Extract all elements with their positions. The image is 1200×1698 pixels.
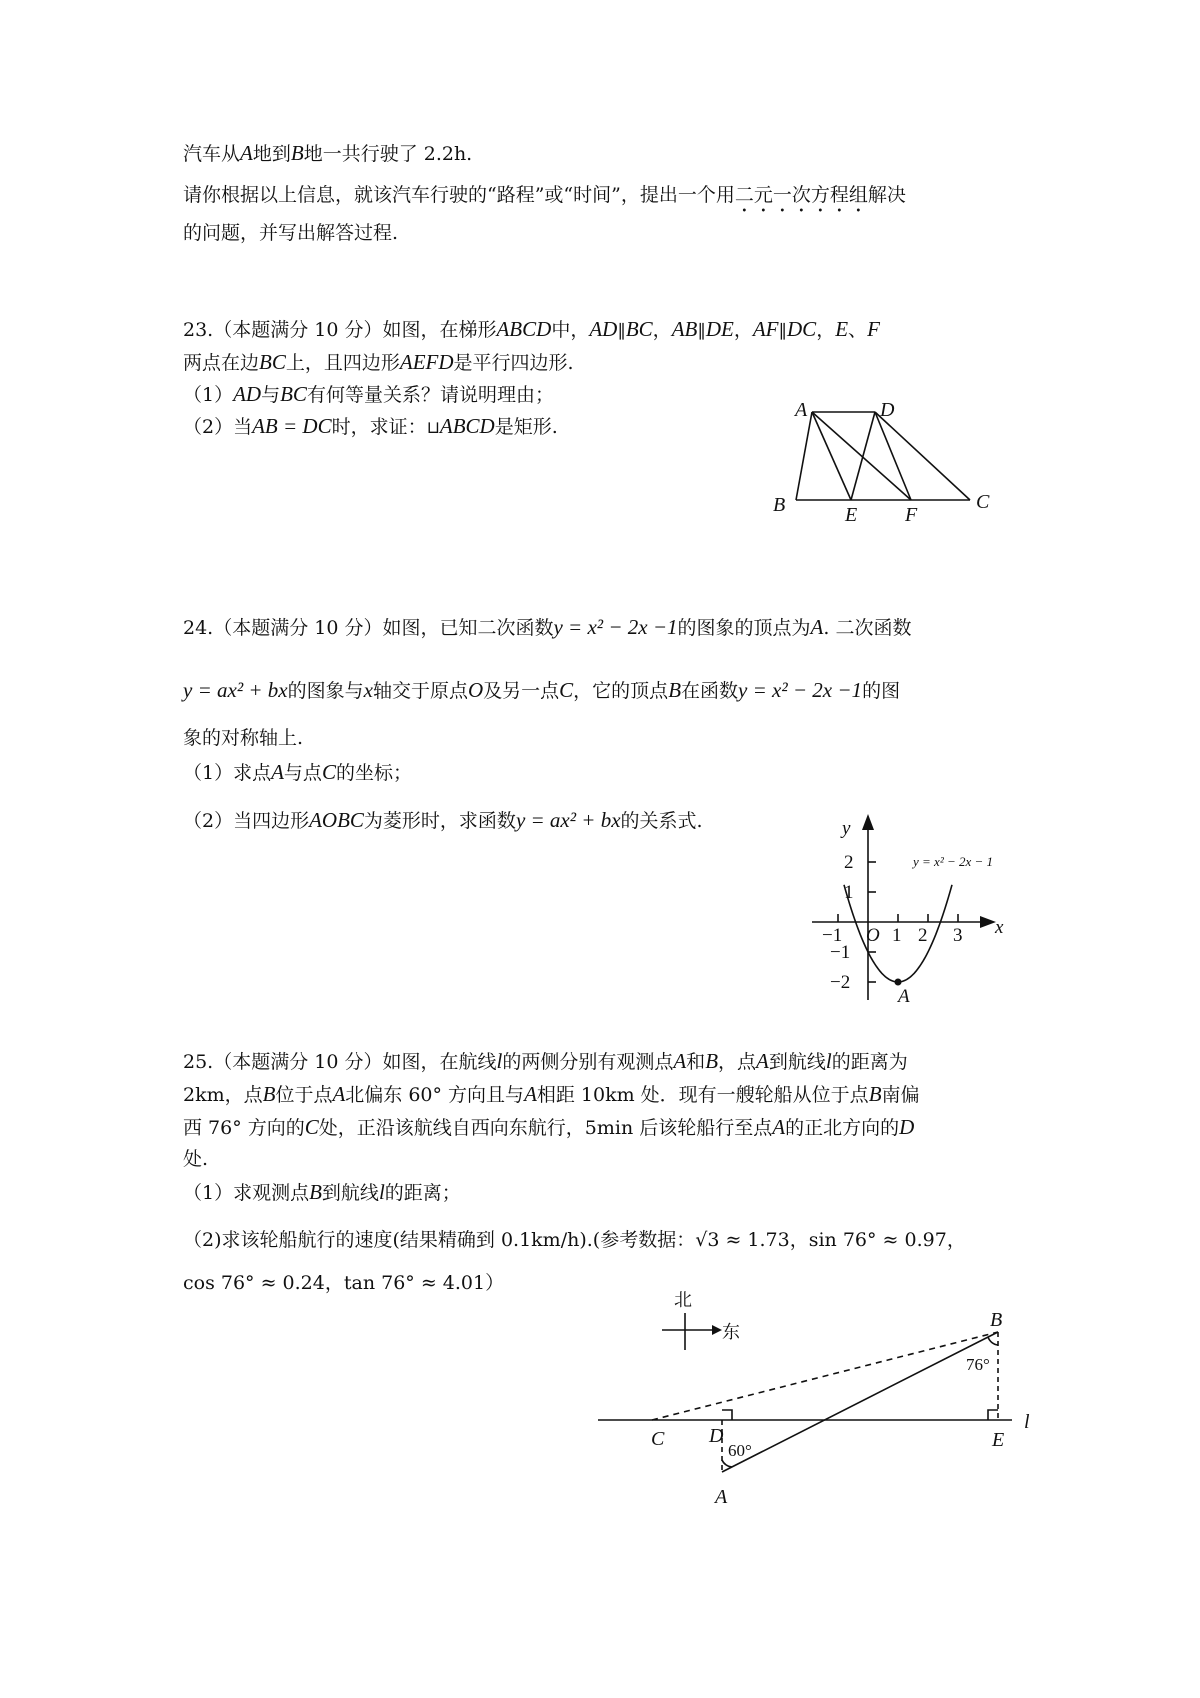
math: F [867, 317, 880, 341]
text: 到航线 [321, 1182, 379, 1204]
math: A [332, 1082, 346, 1106]
right-angle-d [722, 1410, 732, 1420]
text: 的距离； [384, 1182, 461, 1204]
math: AEFD [399, 350, 454, 374]
angle-76-label: 76° [966, 1355, 990, 1374]
text: 是矩形. [494, 416, 558, 438]
text: 24.（本题满分 10 分）如图，已知二次函数 [183, 617, 554, 639]
text: ， [789, 1229, 809, 1251]
text: 地一共行驶了 2.2h. [303, 143, 473, 165]
parallel-symbol: ∥ [617, 321, 626, 341]
curve-label: y = x² − 2x − 1 [913, 854, 994, 869]
label-b: B [990, 1309, 1003, 1331]
text: ， [946, 1229, 966, 1251]
text: 的两侧分别有观测点 [502, 1051, 674, 1073]
text: 、 [848, 319, 868, 341]
text: 和 [686, 1051, 706, 1073]
math: BC [280, 382, 307, 406]
text: 与点 [283, 762, 322, 784]
math: C [304, 1115, 319, 1139]
segment-ab [722, 1332, 998, 1472]
right-angle-e [988, 1410, 998, 1420]
parallel-symbol: ∥ [697, 321, 706, 341]
math: ABCD [439, 414, 495, 438]
math: B [262, 1082, 276, 1106]
label-a: A [715, 1486, 728, 1508]
math: C [321, 760, 336, 784]
math: tan 76° ≈ 4.01 [343, 1272, 486, 1294]
label-c: C [976, 491, 990, 513]
text: 是平行四边形. [453, 352, 574, 374]
text: （1） [183, 384, 234, 406]
text: 解决 [867, 184, 906, 206]
text: （1）求点 [183, 762, 272, 784]
text: ，它的顶点 [573, 680, 669, 702]
text: 南偏 [881, 1084, 920, 1106]
text: 两点在边 [183, 352, 260, 374]
text: （1）求观测点 [183, 1182, 310, 1204]
label-b: B [773, 494, 786, 516]
math: B [705, 1049, 719, 1073]
math: A [756, 1049, 769, 1073]
math: DE [705, 317, 734, 341]
math: O [467, 678, 484, 702]
text: 上，且四边形 [285, 352, 400, 374]
text: 汽车从 [183, 143, 241, 165]
tick-label-y-1: 1 [844, 882, 854, 903]
text: （2）当 [183, 416, 253, 438]
math: ABCD [496, 317, 552, 341]
math: A [524, 1082, 537, 1106]
math: y = x² − 2x −1 [553, 615, 678, 639]
q25-line-4: 处. [183, 1148, 209, 1170]
math: AOBC [309, 808, 364, 832]
math: BC [259, 350, 286, 374]
math-var: A [240, 141, 253, 165]
math: AD [233, 382, 262, 406]
text: 的距离为 [831, 1051, 908, 1073]
text: 的关系式. [620, 810, 703, 832]
text: 的正北方向的 [785, 1117, 900, 1139]
text: （2)求该轮船航行的速度(结果精确到 0.1km/h).(参考数据： [183, 1229, 696, 1251]
math: C [559, 678, 574, 702]
text: 与 [261, 384, 281, 406]
label-l: l [1024, 1411, 1030, 1433]
intro-line-3: 的问题，并写出解答过程. [183, 222, 399, 244]
tick-label-x-1: 1 [892, 925, 902, 946]
math: A [271, 760, 284, 784]
y-axis-label: y [842, 818, 851, 839]
tick-label-x-neg1: −1 [822, 925, 843, 946]
text: 25.（本题满分 10 分）如图，在航线 [183, 1051, 497, 1073]
label-d: D [709, 1425, 724, 1447]
label-a: A [795, 399, 808, 421]
text: 及另一点 [483, 680, 560, 702]
math: AB [671, 317, 698, 341]
math: DC [787, 317, 817, 341]
text: ， [733, 319, 753, 341]
q24-line-3: 象的对称轴上. [183, 727, 304, 749]
math: y = x² − 2x −1 [738, 678, 863, 702]
tick-label-y-neg2: −2 [830, 972, 851, 993]
text: 2km，点 [183, 1084, 263, 1106]
math: D [899, 1115, 915, 1139]
text: 地到 [252, 143, 291, 165]
origin-label: O [866, 925, 880, 946]
math: A [772, 1115, 786, 1139]
compass-arrow-icon [712, 1325, 722, 1335]
segment-cb [652, 1332, 998, 1420]
math: x [363, 678, 373, 702]
text: 有何等量关系？请说明理由； [306, 384, 554, 406]
text: 的图象与 [287, 680, 364, 702]
math: AB = DC [252, 414, 332, 438]
text: （2）当四边形 [183, 810, 310, 832]
math: y = ax² + bx [515, 808, 621, 832]
text: 的图象的顶点为 [677, 617, 811, 639]
math: AD [589, 317, 618, 341]
text: 的坐标； [335, 762, 412, 784]
east-label: 东 [722, 1322, 740, 1342]
angle-60-label: 60° [728, 1441, 752, 1460]
math: sin 76° ≈ 0.97 [808, 1229, 947, 1251]
text: ， [652, 319, 672, 341]
math: E [835, 317, 849, 341]
text: 中， [551, 319, 590, 341]
text: 23.（本题满分 10 分）如图，在梯形 [183, 319, 497, 341]
label-e: E [845, 504, 858, 526]
math: AF [752, 317, 779, 341]
label-c: C [651, 1428, 665, 1450]
label-f: F [905, 504, 918, 526]
text: 处，正沿该航线自西向东航行，5min 后该轮船行至点 [318, 1117, 773, 1139]
north-label: 北 [674, 1290, 692, 1310]
text: 时，求证： [331, 416, 427, 438]
math: √3 ≈ 1.73 [695, 1229, 790, 1251]
tick-label-x-2: 2 [918, 925, 928, 946]
text: ，点 [718, 1051, 757, 1073]
math: A [810, 615, 824, 639]
text: 轴交于原点 [372, 680, 468, 702]
text: ） [485, 1272, 505, 1294]
arc-76 [988, 1337, 998, 1345]
arc-60 [722, 1460, 732, 1467]
tick-label-y-2: 2 [844, 852, 854, 873]
x-axis-label: x [995, 917, 1004, 938]
text: 位于点 [275, 1084, 333, 1106]
math: cos 76° ≈ 0.24 [183, 1272, 325, 1294]
math: y = ax² + bx [183, 678, 288, 702]
text: 的图 [862, 680, 901, 702]
math: l [825, 1049, 832, 1073]
math: B [868, 1082, 882, 1106]
math: B [309, 1180, 322, 1204]
text: ， [816, 319, 836, 341]
label-e: E [992, 1429, 1005, 1451]
tick-label-x-3: 3 [953, 925, 963, 946]
math: l [496, 1049, 503, 1073]
text: 在函数 [681, 680, 739, 702]
math: A [673, 1049, 687, 1073]
text: 西 76° 方向的 [183, 1117, 305, 1139]
parallelogram-symbol: ⊔ [426, 418, 440, 438]
math-var: B [290, 141, 304, 165]
parallel-symbol: ∥ [778, 321, 788, 341]
emphasis-text: 二元一次方程组 [734, 184, 868, 206]
text: . 二次函数 [823, 617, 912, 639]
text: 到航线 [768, 1051, 826, 1073]
tick-label-y-neg1: −1 [830, 942, 851, 963]
math: l [378, 1180, 385, 1204]
math: B [668, 678, 682, 702]
text: 为菱形时，求函数 [363, 810, 516, 832]
vertex-label: A [898, 986, 910, 1007]
text: 相距 10km 处．现有一艘轮船从位于点 [536, 1084, 869, 1106]
math: BC [625, 317, 653, 341]
label-d: D [880, 399, 895, 421]
text: 请你根据以上信息，就该汽车行驶的“路程”或“时间”，提出一个用 [183, 184, 735, 206]
text: ， [324, 1272, 344, 1294]
text: 北偏东 60° 方向且与 [345, 1084, 525, 1106]
